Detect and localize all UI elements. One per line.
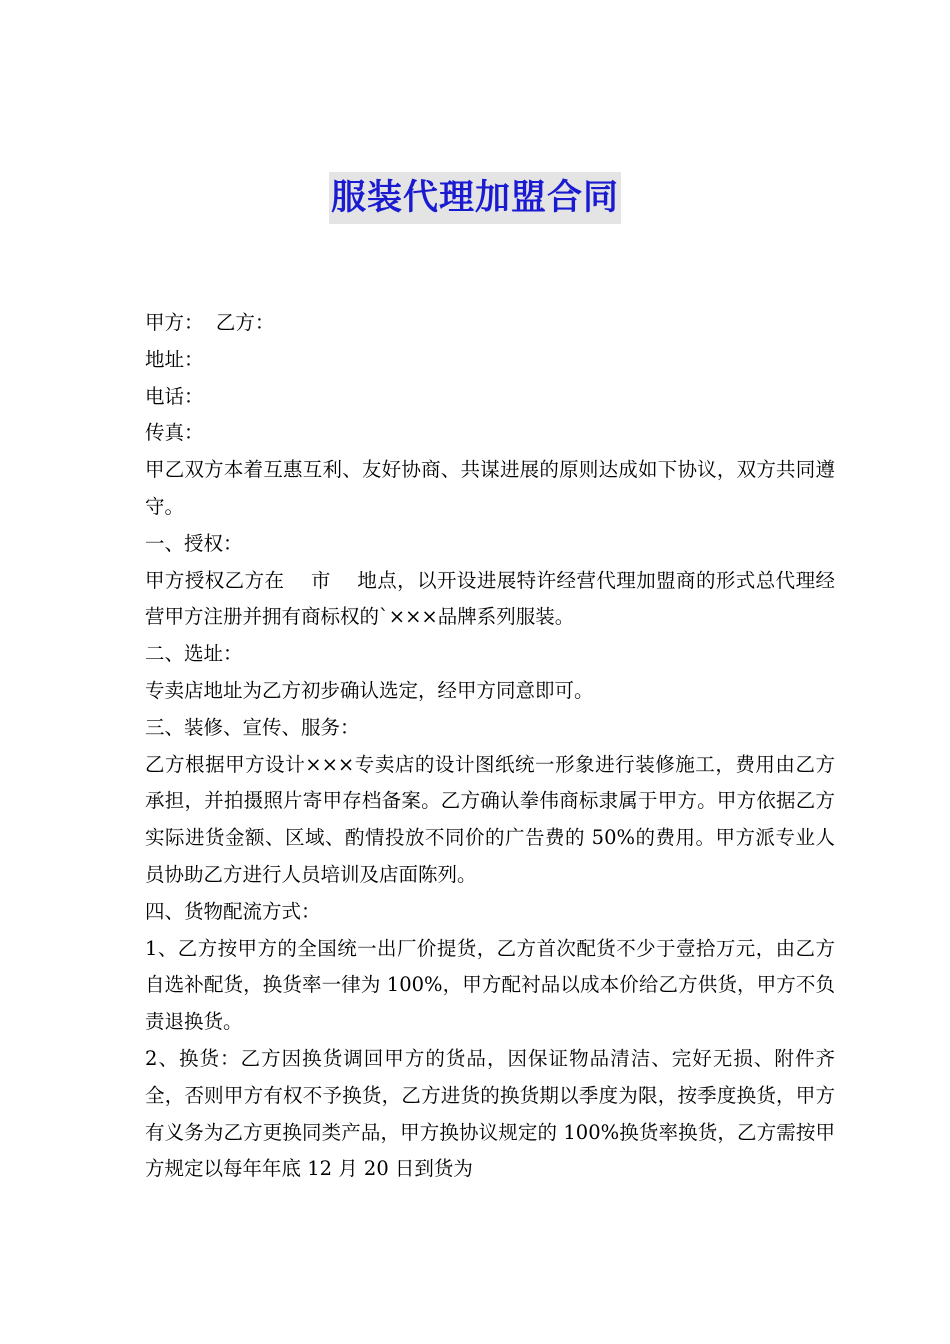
decoration-paragraph: 乙方根据甲方设计×××专卖店的设计图纸统一形象进行装修施工，费用由乙方承担，并拍摄照片寄甲存档备案。乙方确认拳伟商标隶属于甲方。甲方依据乙方实际进货金额、区域、酌情投放不同价的广告费的 50%的费用。甲方派专业人员协助乙方进行人员培训及店面陈列。 <box>145 752 835 886</box>
preamble-paragraph: 甲乙双方本着互惠互利、友好协商、共谋进展的原则达成如下协议，双方共同遵守。 <box>145 458 835 518</box>
section-heading-site: 二、选址： <box>145 642 243 666</box>
section-heading-authorization: 一、授权： <box>145 531 243 555</box>
site-paragraph: 专卖店地址为乙方初步确认选定，经甲方同意即可。 <box>145 678 594 702</box>
authorization-paragraph: 甲方授权乙方在 市 地点，以开设进展特许经营代理加盟商的形式总代理经营甲方注册并拥有商标权的`×××品牌系列服装。 <box>145 568 835 629</box>
distribution-item-1: 1、乙方按甲方的全国统一出厂价提货，乙方首次配货不少于壹拾万元，由乙方自选补配货，换货率一律为 100%，甲方配衬品以成本价给乙方供货，甲方不负责退换货。 <box>145 936 835 1034</box>
fax-line: 传真： <box>145 421 204 445</box>
distribution-item-2: 2、换货：乙方因换货调回甲方的货品，因保证物品清洁、完好无损、附件齐全，否则甲方有权不予换货，乙方进货的换货期以季度为限，按季度换货，甲方有义务为乙方更换同类产品，甲方换协议规定的 100%换货率换货，乙方需按甲方规定以每年年底 12 月 20 日到货为 <box>145 1046 835 1181</box>
document-title: 服装代理加盟合同 <box>329 172 621 224</box>
title-container <box>0 172 950 224</box>
parties-line: 甲方： 乙方： <box>145 311 275 334</box>
contract-body <box>145 305 835 1188</box>
address-line: 地址： <box>145 347 204 371</box>
section-heading-distribution: 四、货物配流方式： <box>145 899 321 923</box>
section-heading-decoration: 三、装修、宣传、服务： <box>145 715 360 739</box>
phone-line: 电话： <box>145 384 204 408</box>
